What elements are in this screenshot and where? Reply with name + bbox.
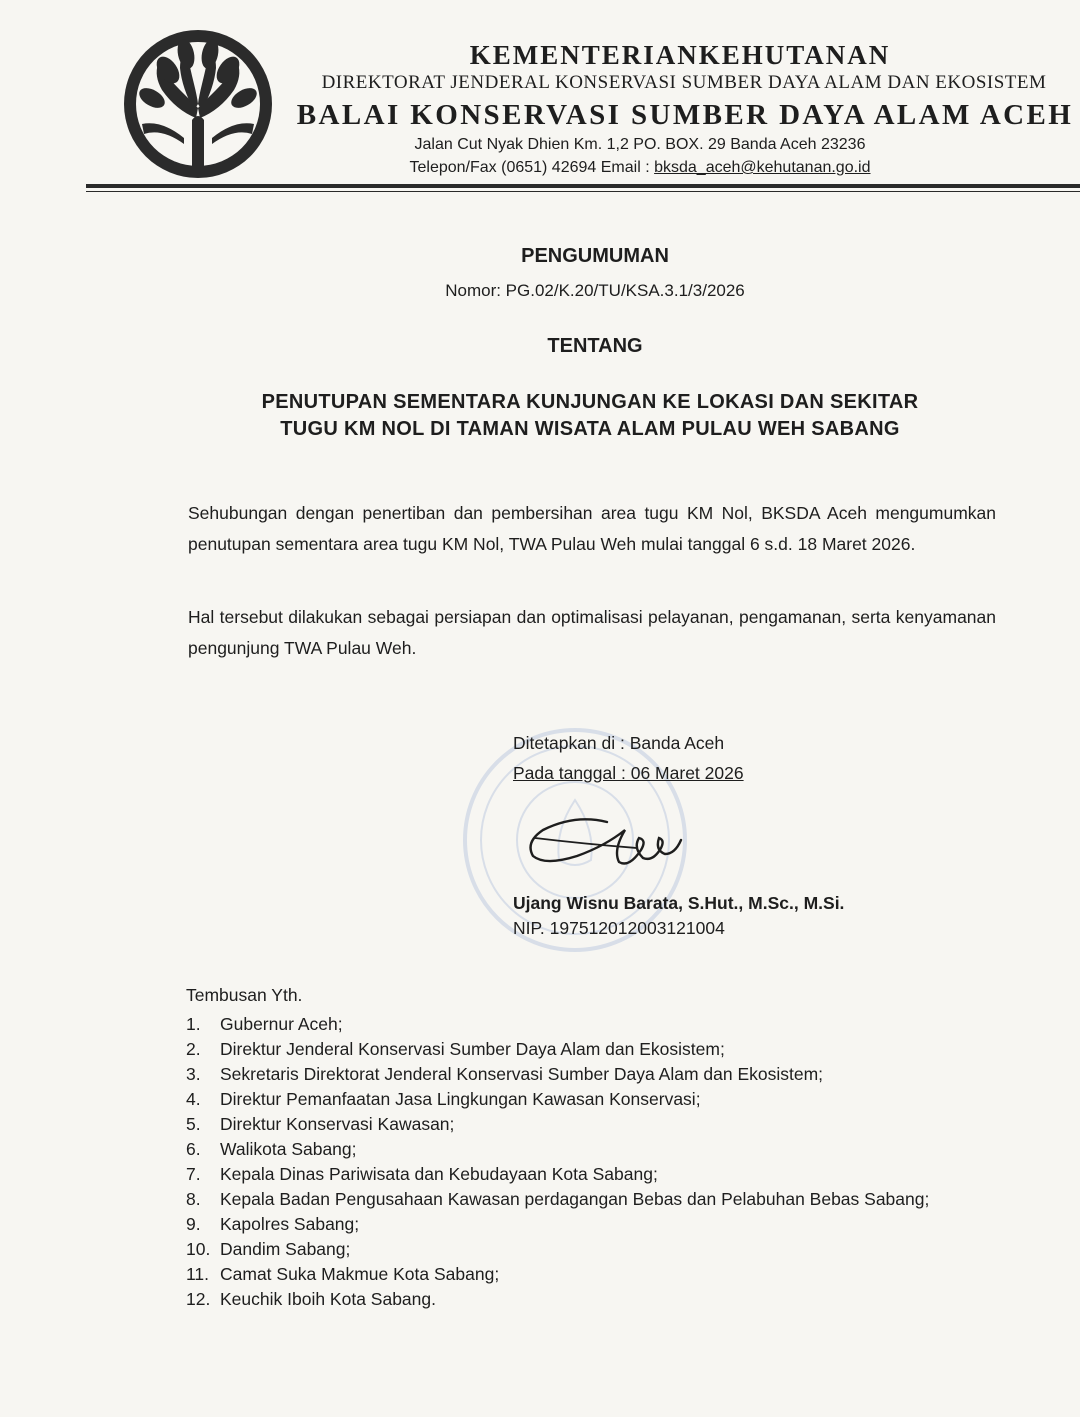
cc-item-text: Keuchik Iboih Kota Sabang. bbox=[220, 1289, 436, 1309]
ministry-name: KEMENTERIANKEHUTANAN bbox=[469, 40, 891, 70]
cc-item-text: Direktur Pemanfaatan Jasa Lingkungan Kawasan Konservasi; bbox=[220, 1089, 701, 1109]
cc-item-text: Dandim Sabang; bbox=[220, 1239, 351, 1259]
office-name: BALAI KONSERVASI SUMBER DAYA ALAM ACEH bbox=[296, 99, 1074, 131]
cc-item-text: Kepala Dinas Pariwisata dan Kebudayaan Kota Sabang; bbox=[220, 1164, 658, 1184]
cc-list-item bbox=[186, 1137, 1010, 1162]
cc-item-text: Gubernur Aceh; bbox=[220, 1014, 343, 1034]
cc-item-text: Kepala Badan Pengusahaan Kawasan perdagangan Bebas dan Pelabuhan Bebas Sabang; bbox=[220, 1189, 930, 1209]
document-number: Nomor: PG.02/K.20/TU/KSA.3.1/3/2026 bbox=[445, 281, 745, 300]
cc-item-number: 10. bbox=[186, 1239, 211, 1259]
signatory-name: Ujang Wisnu Barata, S.Hut., M.Sc., M.Si. bbox=[513, 893, 845, 913]
cc-list-item bbox=[186, 1237, 1010, 1262]
cc-list-item bbox=[186, 1162, 1010, 1187]
cc-list-item bbox=[186, 1062, 1010, 1087]
cc-item-number: 12. bbox=[186, 1289, 211, 1309]
signatory-nip: NIP. 197512012003121004 bbox=[513, 918, 725, 938]
contact-email: bksda_aceh@kehutanan.go.id bbox=[654, 159, 871, 176]
cc-item-text: Kapolres Sabang; bbox=[220, 1214, 360, 1234]
subject-line-1: PENUTUPAN SEMENTARA KUNJUNGAN KE LOKASI DAN SEKITAR bbox=[261, 391, 919, 413]
signature-block bbox=[513, 728, 744, 788]
body-paragraph-1: Sehubungan dengan penertiban dan pembersihan area tugu KM Nol, BKSDA Aceh mengumumkan penutupan sementara area tugu KM Nol, TWA Pulau Weh mulai tanggal 6 s.d. 18 Maret 2026. bbox=[188, 503, 996, 554]
ministry-logo-icon bbox=[118, 24, 278, 184]
signature-place: Ditetapkan di : Banda Aceh bbox=[513, 733, 725, 753]
cc-list bbox=[186, 1012, 1010, 1312]
signature-date-row bbox=[513, 758, 744, 788]
letterhead-divider bbox=[86, 184, 1080, 188]
cc-list-item bbox=[186, 1087, 1010, 1112]
cc-item-number: 5. bbox=[186, 1114, 201, 1134]
handwritten-signature bbox=[515, 800, 705, 880]
cc-item-number: 2. bbox=[186, 1039, 201, 1059]
cc-item-number: 11. bbox=[186, 1264, 210, 1284]
cc-item-number: 1. bbox=[186, 1014, 201, 1034]
cc-item-text: Walikota Sabang; bbox=[220, 1139, 357, 1159]
cc-item-text: Sekretaris Direktorat Jenderal Konservasi Sumber Daya Alam dan Ekosistem; bbox=[220, 1064, 824, 1084]
subject-line-2: TUGU KM NOL DI TAMAN WISATA ALAM PULAU WEH SABANG bbox=[280, 418, 900, 440]
contact-phone: Telepon/Fax (0651) 42694 Email : bbox=[409, 159, 650, 176]
cc-list-item bbox=[186, 1012, 1010, 1037]
cc-item-number: 9. bbox=[186, 1214, 201, 1234]
signature-date: Pada tanggal : 06 Maret 2026 bbox=[513, 763, 744, 783]
cc-item-number: 4. bbox=[186, 1089, 201, 1109]
letterhead-divider-thin bbox=[86, 191, 1080, 192]
office-contact bbox=[330, 159, 950, 177]
cc-item-number: 3. bbox=[186, 1064, 201, 1084]
cc-item-text: Direktur Jenderal Konservasi Sumber Daya Alam dan Ekosistem; bbox=[220, 1039, 725, 1059]
cc-list-item bbox=[186, 1287, 1010, 1312]
cc-item-number: 7. bbox=[186, 1164, 201, 1184]
cc-list-item bbox=[186, 1112, 1010, 1137]
cc-list-item bbox=[186, 1037, 1010, 1062]
cc-item-number: 6. bbox=[186, 1139, 201, 1159]
cc-list-item bbox=[186, 1187, 1010, 1212]
cc-item-text: Direktur Konservasi Kawasan; bbox=[220, 1114, 455, 1134]
document-subject bbox=[170, 389, 1010, 443]
cc-item-text: Camat Suka Makmue Kota Sabang; bbox=[220, 1264, 500, 1284]
body-paragraph-2: Hal tersebut dilakukan sebagai persiapan dan optimalisasi pelayanan, pengamanan, serta kenyamanan pengunjung TWA Pulau Weh. bbox=[188, 607, 996, 658]
cc-list-item bbox=[186, 1212, 1010, 1237]
cc-item-number: 8. bbox=[186, 1189, 201, 1209]
cc-list-item bbox=[186, 1262, 1010, 1287]
directorate-name: DIREKTORAT JENDERAL KONSERVASI SUMBER DAYA ALAM DAN EKOSISTEM bbox=[321, 72, 1047, 93]
document-title: PENGUMUMAN bbox=[521, 245, 669, 267]
document-about: TENTANG bbox=[547, 335, 643, 357]
cc-heading: Tembusan Yth. bbox=[186, 985, 303, 1005]
office-address: Jalan Cut Nyak Dhien Km. 1,2 PO. BOX. 29 Banda Aceh 23236 bbox=[414, 136, 866, 153]
